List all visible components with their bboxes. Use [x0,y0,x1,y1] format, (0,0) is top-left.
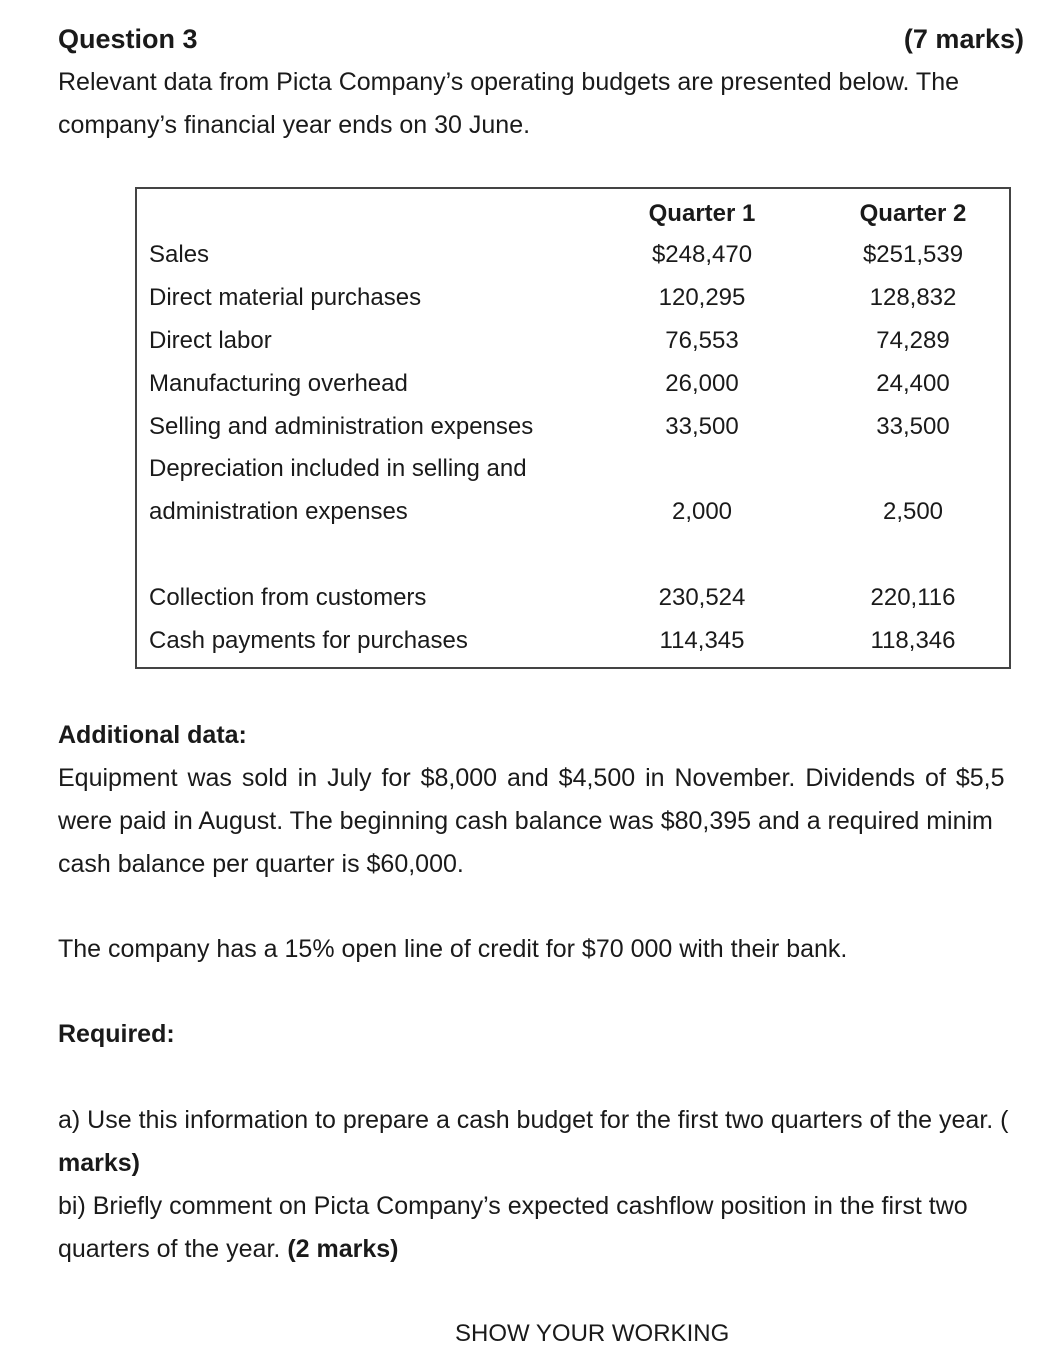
row-label-depreciation-line-2: administration expenses [149,498,408,525]
budget-table: Quarter 1 Quarter 2 Sales $248,470 $251,539 Direct material purchases 120,295 128,832 Direct labor 76,553 74,289 Manufacturing overhead 26,000 24,400 Selling and administration expenses 33,500 33,500 Depreciation included in selling and administration expenses 2,000 2,500 Collection from customers 230,524 220,116 Cash payments for purchases 114,345 118,346 [135,187,1011,669]
credit-line-text: The company has a 15% open line of credit for $70 000 with their bank. [58,935,848,963]
question-title: Question 3 [58,24,198,54]
row-label-depreciation-line-1: Depreciation included in selling and [149,455,527,482]
additional-line-3: cash balance per quarter is $60,000. [58,850,464,878]
row-label-cash-payments: Cash payments for purchases [149,627,468,654]
show-working-label: SHOW YOUR WORKING [455,1320,730,1347]
additional-line-1: Equipment was sold in July for $8,000 and $4,500 in November. Dividends of $5,5 [58,764,1005,792]
part-bi-marks: (2 marks) [287,1235,399,1263]
additional-data-heading: Additional data: [58,721,247,749]
intro-line-2: company’s financial year ends on 30 June. [58,111,531,139]
row-label-selling-admin: Selling and administration expenses [149,413,534,440]
part-a-marks: marks) [58,1149,140,1177]
row-label-collections: Collection from customers [149,584,427,611]
additional-line-2: were paid in August. The beginning cash balance was $80,395 and a required minim [58,807,993,835]
row-label-direct-material: Direct material purchases [149,284,422,311]
row-label-manufacturing-overhead: Manufacturing overhead [149,370,408,397]
row-label-direct-labor: Direct labor [149,327,272,354]
question-marks: (7 marks) [903,24,1024,54]
required-heading: Required: [58,1020,175,1048]
part-bi-line-2 [58,1237,398,1262]
part-bi-text: quarters of the year. [58,1235,281,1263]
intro-line-1: Relevant data from Picta Company’s operating budgets are presented below. The [58,68,960,96]
part-a-line-1: a) Use this information to prepare a cash budget for the first two quarters of the year. ( [58,1106,1009,1134]
part-bi-line-1: bi) Briefly comment on Picta Company’s expected cashflow position in the first two [58,1192,968,1220]
row-label-sales: Sales [149,241,210,268]
